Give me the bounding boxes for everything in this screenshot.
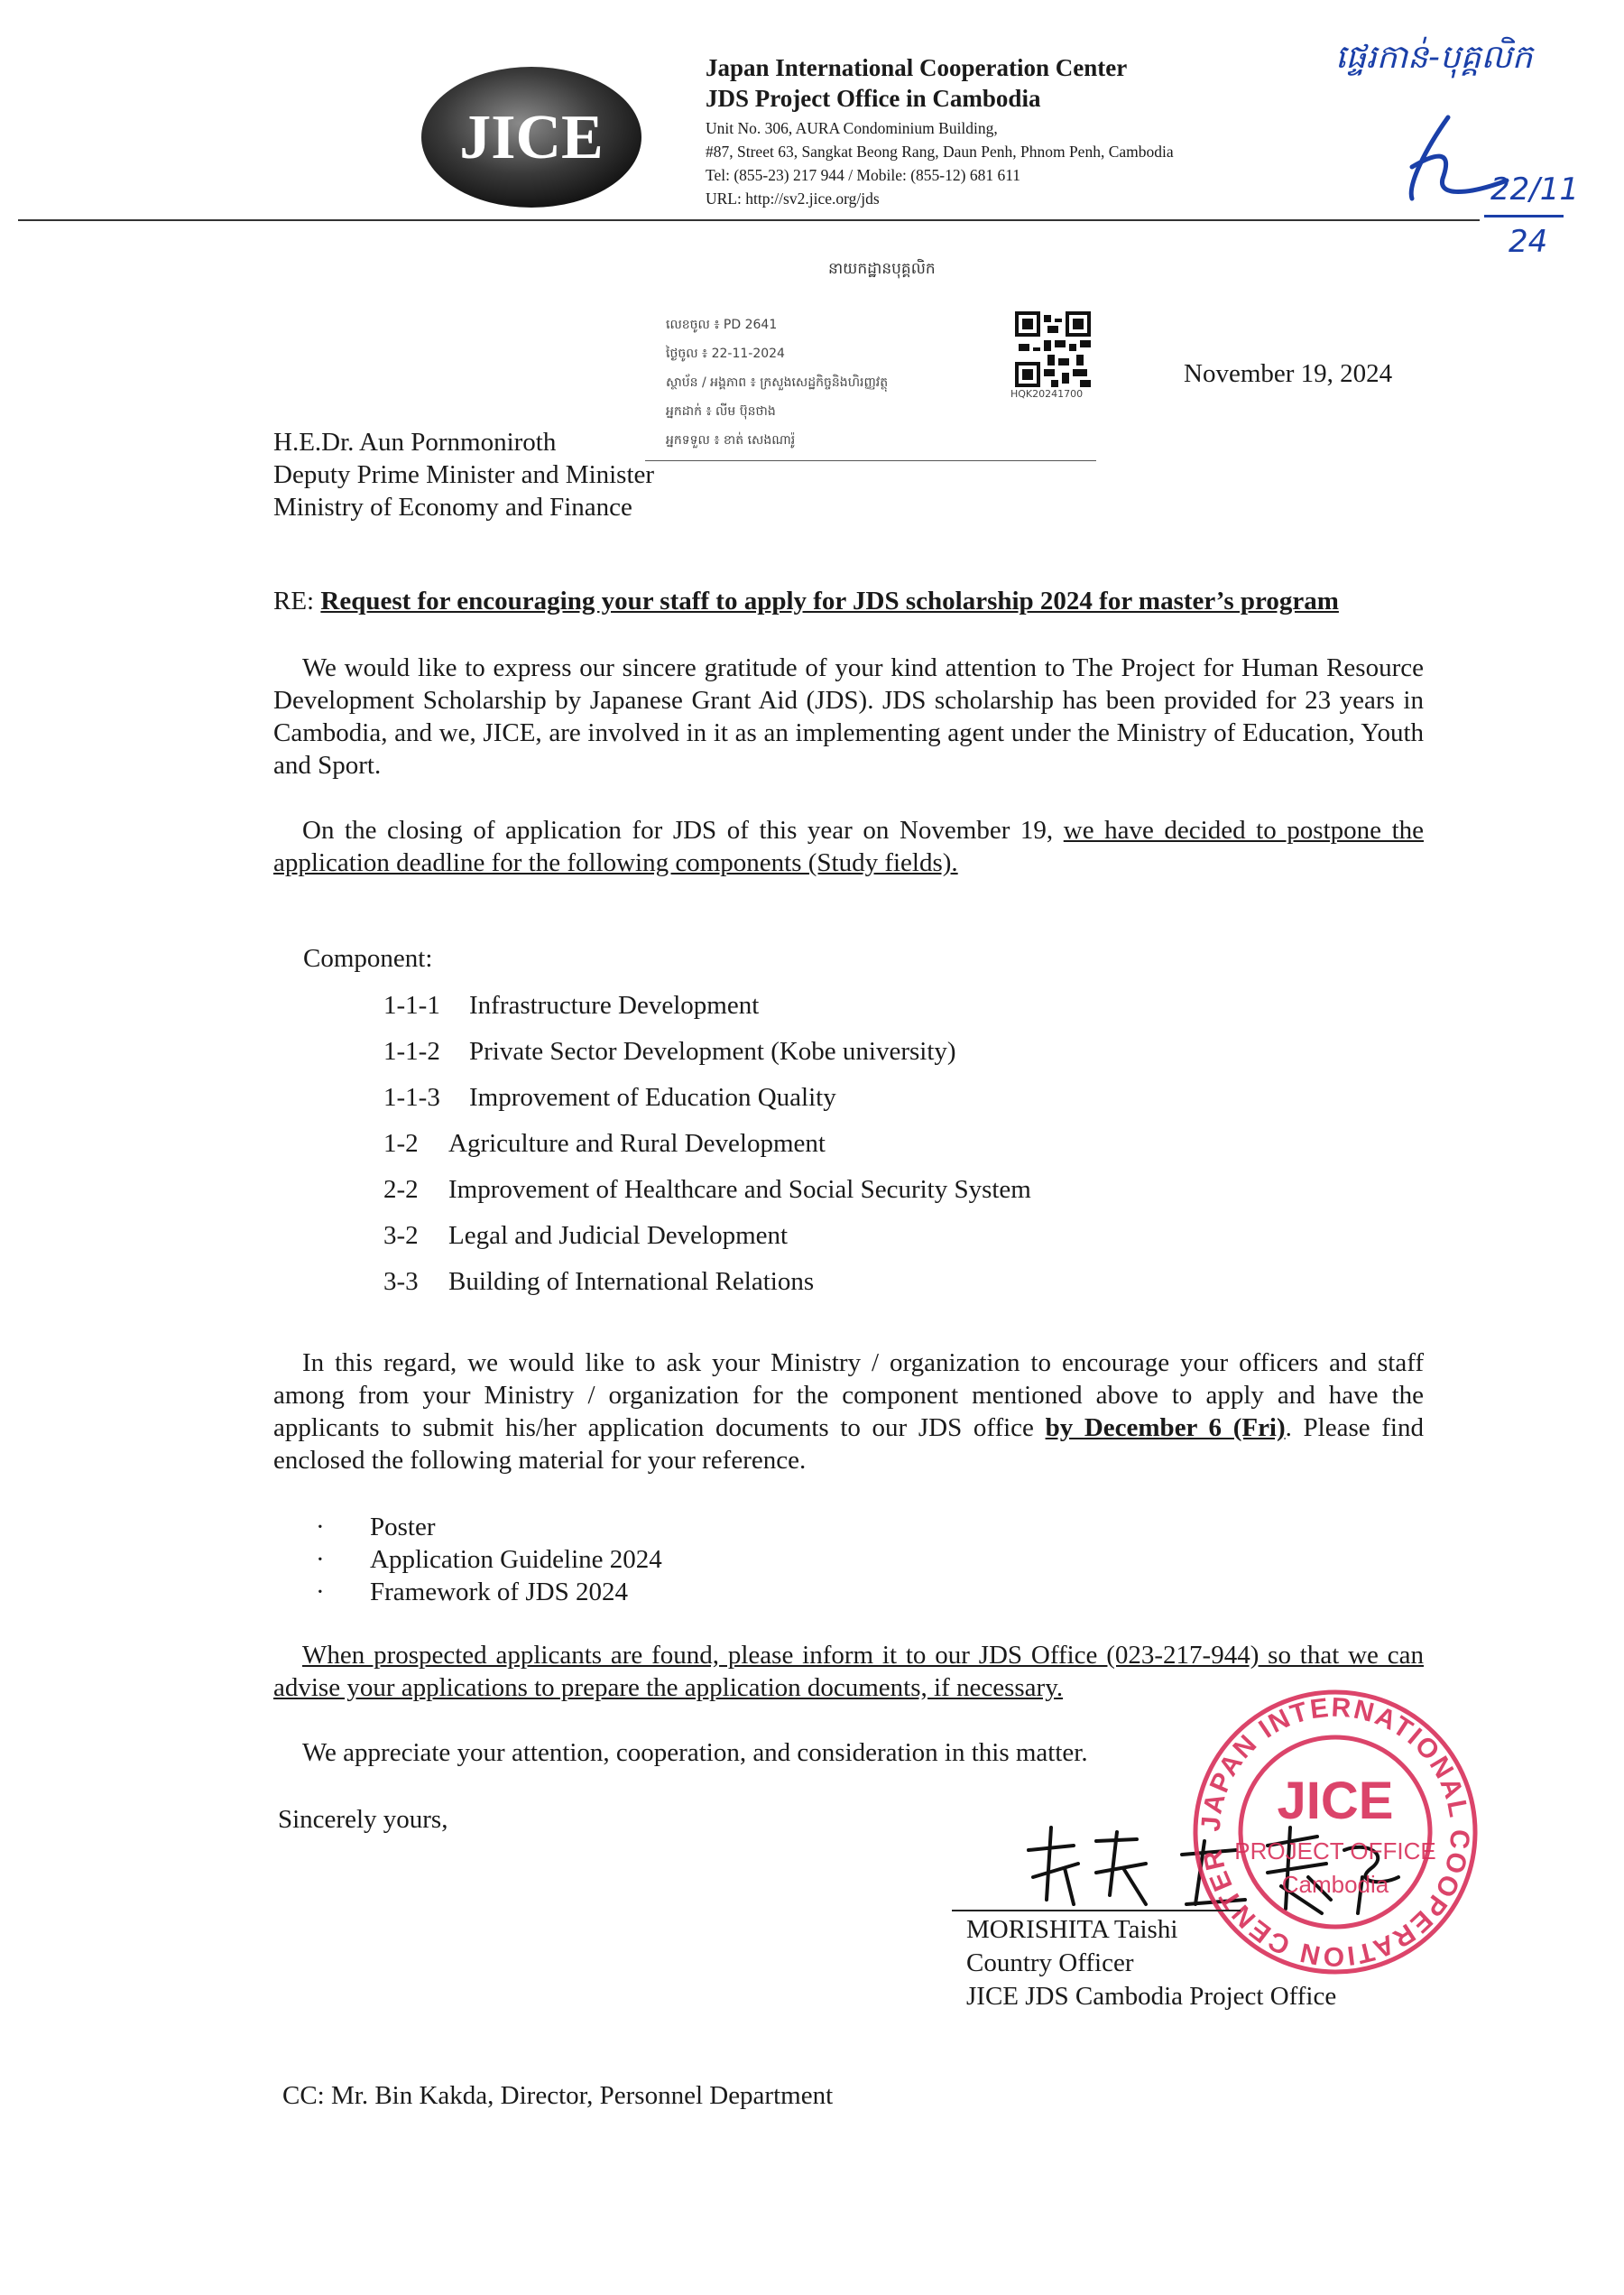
signatory-office: JICE JDS Cambodia Project Office [966, 1982, 1337, 2011]
logo-text: JICE [459, 103, 604, 172]
enclosure-item [316, 1545, 662, 1575]
address-line: Unit No. 306, AURA Condominium Building, [706, 119, 998, 137]
registration-underline [645, 460, 1096, 461]
bullet: · [316, 1513, 325, 1541]
subject-line [273, 587, 1339, 616]
component-item [383, 1221, 788, 1251]
enclosure-name: Poster [370, 1513, 436, 1541]
recipient-name: H.E.Dr. Aun Pornmoniroth [273, 428, 557, 457]
handwritten-date-bottom: 24 [1509, 224, 1548, 260]
paragraph-postponement-text: On the closing of application for JDS of this year on November 19, [302, 816, 1064, 845]
component-code: 1-1-3 [383, 1083, 440, 1112]
address-line: #87, Street 63, Sangkat Beong Rang, Daun Penh, Phnom Penh, Cambodia [706, 143, 1174, 161]
enclosure-name: Framework of JDS 2024 [370, 1578, 628, 1606]
component-code: 1-1-1 [383, 991, 440, 1020]
component-code: 1-2 [383, 1129, 419, 1158]
seal-line3: Cambodia [1281, 1871, 1389, 1898]
closing: Sincerely yours, [278, 1805, 448, 1834]
handwritten-routing-note: ផ្ទេរកាន់-បុគ្គលិក [1335, 39, 1533, 76]
recipient-ministry: Ministry of Economy and Finance [273, 493, 632, 522]
enclosure-item [316, 1578, 628, 1607]
paragraph-request [273, 1346, 1424, 1476]
letter-date: November 19, 2024 [1184, 359, 1393, 388]
component-code: 3-2 [383, 1221, 419, 1250]
component-name: Legal and Judicial Development [448, 1221, 789, 1250]
jice-seal [1186, 1683, 1484, 1981]
component-name: Agriculture and Rural Development [448, 1129, 826, 1158]
cc-line: CC: Mr. Bin Kakda, Director, Personnel Department [282, 2081, 834, 2110]
svg-text:JAPAN INTERNATIONAL COOPERATIO [1196, 1693, 1475, 1972]
component-item [383, 1267, 814, 1297]
url-line: URL: http://sv2.jice.org/jds [706, 190, 880, 208]
jice-logo [420, 65, 643, 209]
signature-line [952, 1910, 1241, 1911]
component-code: 2-2 [383, 1175, 419, 1204]
component-item [383, 1175, 1031, 1205]
registration-entry-date: ថ្ងៃចូល ៖ 22-11-2024 [666, 347, 785, 361]
paragraph-postponement [273, 814, 1424, 879]
office-name: JDS Project Office in Cambodia [706, 85, 1041, 112]
handwritten-annotation [1317, 18, 1615, 271]
bullet: · [316, 1578, 325, 1606]
component-item [383, 1083, 836, 1113]
registration-stamp-title: នាយកដ្ឋានបុគ្គលិក [828, 260, 936, 278]
paragraph-request-end: . Please find enclosed the following material for your reference. [273, 1413, 1424, 1475]
registration-receiver: អ្នកទទួល ៖ ខាត់ សេងណារ៉ូ [666, 433, 796, 448]
postponement-notice: we have decided to postpone the application deadline for the following components (Study fields). [273, 816, 1424, 877]
component-item [383, 1037, 956, 1067]
registration-submitter: អ្នកដាក់ ៖ លីម ប៊ុនថាង [666, 404, 776, 419]
component-code: 1-1-2 [383, 1037, 440, 1066]
registration-entry-number: លេខចូល ៖ PD 2641 [666, 318, 778, 332]
bullet: · [316, 1545, 325, 1574]
qr-code-id: HQK20241700 [1010, 388, 1084, 400]
subject-prefix: RE: [273, 587, 321, 615]
component-name: Building of International Relations [448, 1267, 815, 1296]
signatory-title: Country Officer [966, 1948, 1134, 1977]
paragraph-contact: When prospected applicants are found, please inform it to our JDS Office (023-217-944) so that we can advise your applications to prepare the application documents, if necessary. [273, 1641, 1424, 1702]
enclosure-item [316, 1513, 436, 1542]
paragraph-appreciation: We appreciate your attention, cooperation, and consideration in this matter. [302, 1738, 1088, 1767]
signatory-name: MORISHITA Taishi [966, 1915, 1178, 1944]
qr-code [1015, 311, 1091, 387]
seal-ring-text: JAPAN INTERNATIONAL COOPERATION CENTER [1195, 1692, 1475, 1972]
seal-center-text: JICE [1277, 1772, 1394, 1830]
paragraph-intro: We would like to express our sincere gratitude of your kind attention to The Project for Human Resource Development Scholarship by Japanese Grant Aid (JDS). JDS scholarship has been provided for 23 years in Cambodia, and we, JICE, are involved in it as an implementing agent under the Ministry of Education, Youth and Sport. [273, 653, 1424, 780]
recipient-title: Deputy Prime Minister and Minister [273, 460, 655, 489]
components-heading: Component: [303, 944, 433, 973]
paragraph-request-text: In this regard, we would like to ask your Ministry / organization to encourage your officers and staff among from your Ministry / organization for the component mentioned above to apply and have the applicants to submit his/her application documents to our JDS office [273, 1348, 1424, 1442]
enclosure-name: Application Guideline 2024 [370, 1545, 662, 1574]
seal-line2: PROJECT OFFICE [1234, 1837, 1436, 1865]
component-name: Private Sector Development (Kobe university) [469, 1037, 956, 1066]
phone-line: Tel: (855-23) 217 944 / Mobile: (855-12) 681 611 [706, 166, 1021, 184]
letterhead-divider [18, 219, 1480, 221]
component-item [383, 991, 759, 1021]
component-name: Infrastructure Development [469, 991, 760, 1020]
handwritten-fraction-bar [1484, 215, 1564, 217]
deadline: by December 6 (Fri) [1045, 1413, 1286, 1442]
registration-institution: ស្ថាប័ន / អង្គភាព ៖ ក្រសួងសេដ្ឋកិច្ចនិងហិរញ្ញវត្ថុ [666, 375, 889, 390]
subject-text: Request for encouraging your staff to apply for JDS scholarship 2024 for master’s program [320, 587, 1339, 615]
component-name: Improvement of Healthcare and Social Security System [448, 1175, 1031, 1204]
component-code: 3-3 [383, 1267, 419, 1296]
component-name: Improvement of Education Quality [469, 1083, 836, 1112]
handwritten-date-top: 22/11 [1490, 171, 1579, 208]
org-name: Japan International Cooperation Center [706, 54, 1128, 81]
component-item [383, 1129, 826, 1159]
